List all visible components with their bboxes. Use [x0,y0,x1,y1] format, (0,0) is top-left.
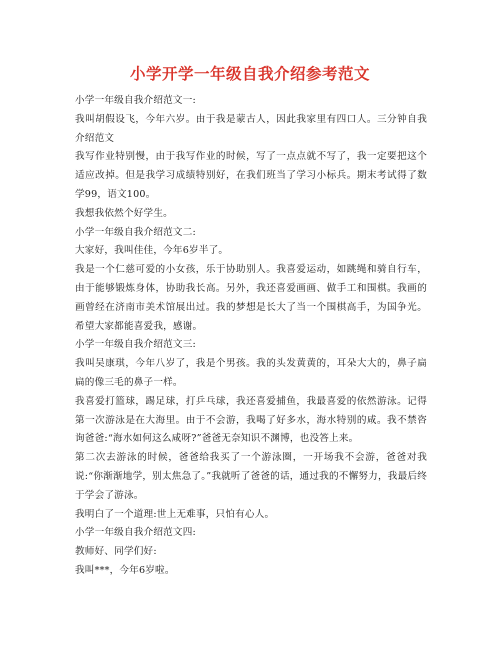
paragraph: 我叫胡假设飞，今年六岁。由于我是蒙古人，因此我家里有四口人。三分钟自我介绍范文 [75,113,427,144]
section-heading-1: 小学一年级自我介绍范文一: [75,95,196,106]
paragraph: 教师好、同学们好: [75,546,157,558]
paragraph: 我叫***，今年6岁啦。 [75,564,175,576]
paragraph: 我明白了一个道理:世上无难事，只怕有心人。 [75,508,275,520]
paragraph: 我叫吴康琪，今年八岁了，我是个男孩。我的头发黄黄的，耳朵大大的，鼻子扁扁的像三毛的鼻子一样。 [75,358,427,388]
paragraph: 我写作业特别慢，由于我写作业的时候，写了一点点就不写了，我一定要把这个适应改掉。但是我学习成绩特别好，在我们班当了学习小标兵。期末考试得了数学99，语文100。 [75,151,427,200]
section-heading-4: 小学一年级自我介绍范文四: [75,527,196,539]
paragraph: 我喜爱打篮球，踢足球，打乒乓球，我还喜爱捕鱼，我最喜爱的依然游泳。记得第一次游泳是在大海里。由于不会游，我喝了好多水，海水特别的咸。我不禁咨询爸爸:“海水如何这么咸呀?”爸爸无奈知识不渊博，也没答上来。 [75,395,427,445]
page-title: 小学开学一年级自我介绍参考范文 [129,64,370,83]
section-heading-3: 小学一年级自我介绍范文三: [75,339,196,351]
paragraph: 我想我依然个好学生。 [75,207,173,219]
paragraph: 第二次去游泳的时候，爸爸给我买了一个游泳圈，一开场我不会游，爸爸对我说:“你渐渐地学，别太焦急了。”我就听了爸爸的话，通过我的不懈努力，我最后终于学会了游泳。 [75,452,427,501]
section-heading-2: 小学一年级自我介绍范文二: [75,226,196,238]
paragraph: 我是一个仁慈可爱的小女孩，乐于协助别人。我喜爱运动，如跳绳和骑自行车，由于能够锻炼身体，协助我长高。另外，我还喜爱画画、做手工和围棋。我画的画曾经在济南市美术馆展出过。我的梦想是长大了当一个围棋高手，为国争光。希望大家都能喜爱我，感谢。 [75,264,427,332]
paragraph: 大家好，我叫佳佳，今年6岁半了。 [75,245,229,257]
document-body [75,92,427,581]
